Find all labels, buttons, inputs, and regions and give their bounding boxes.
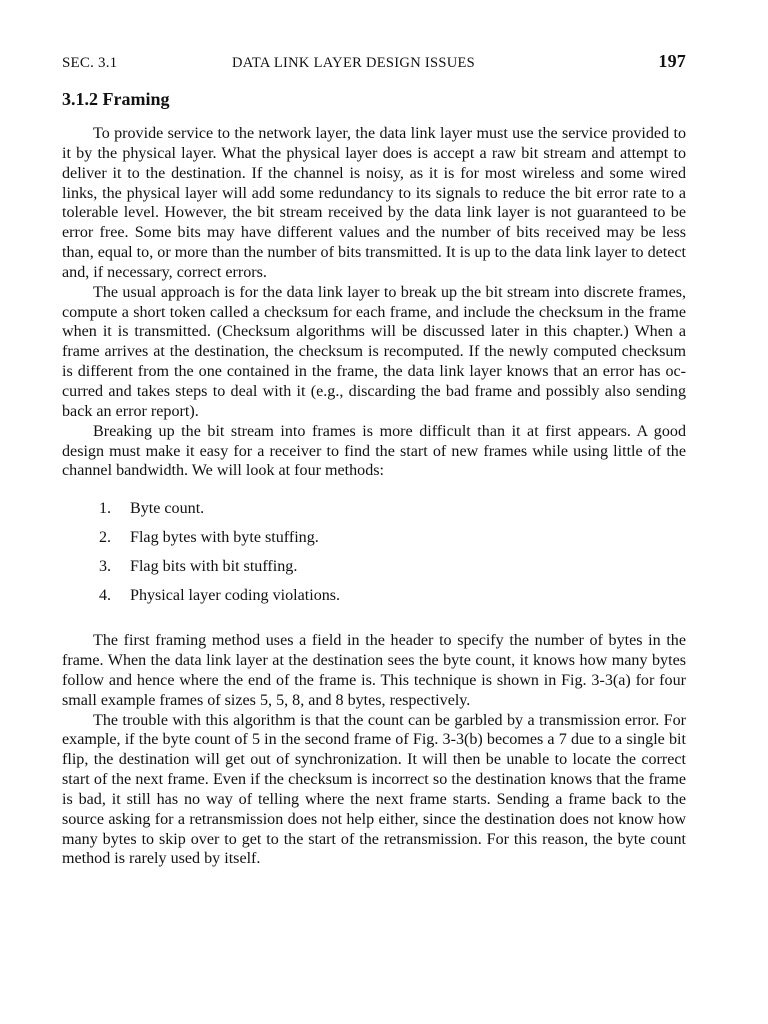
running-header xyxy=(62,50,686,76)
list-item-number: 4. xyxy=(99,587,112,605)
list-item-text: Flag bytes with byte stuffing. xyxy=(130,529,319,547)
paragraph-intro: To provide service to the network layer, the data link layer must use the service provided to it by the physical layer. What the physical layer does is accept a raw bit stream and attempt to deliver it to the destination. If the channel is noisy, as it is for most wireless and some wired links, the physical layer will add some redundancy to its signals to reduce the bit error rate to a tolerable level. However, the bit stream received by the data link layer is not guaranteed to be error free. Some bits may have different values and the number of bits received may be less than, equal to, or more than the number of bits transmitted. It is up to the data link layer to detect and, if necessary, correct errors. xyxy=(62,125,686,281)
list-item-number: 1. xyxy=(99,500,112,518)
list-item xyxy=(62,586,686,615)
list-item xyxy=(62,557,686,586)
framing-methods-list xyxy=(62,499,686,615)
page-number: 197 xyxy=(658,51,686,71)
paragraph-methods-intro: Breaking up the bit stream into frames is more difficult than it at first appears. A good design must make it easy for a receiver to find the start of new frames while using little of the channel bandwidth. We will look at four methods: xyxy=(62,422,686,480)
paragraph-byte-count-trouble: The trouble with this algorithm is that the count can be garbled by a transmission error. For example, if the byte count of 5 in the second frame of Fig. 3-3(b) becomes a 7 due to a single bit flip, the destination will get out of synchronization. It will then be unable to locate the correct start of the next frame. Even if the checksum is incorrect so the destination knows that the frame is bad, it still has no way of telling where the next frame starts. Sending a frame back to the source asking for a retransmission does not help either, since the destination does not know how many bytes to skip over to get to the start of the retransmission. For this reason, the byte count method is rarely used by itself. xyxy=(62,711,686,868)
list-item-number: 2. xyxy=(99,529,112,547)
list-item xyxy=(62,528,686,557)
section-heading: 3.1.2 Framing xyxy=(62,89,170,109)
list-item-text: Flag bits with bit stuffing. xyxy=(130,558,298,576)
list-item-number: 3. xyxy=(99,558,112,576)
paragraph-checksum: The usual approach is for the data link layer to break up the bit stream into discrete frames, compute a short token called a checksum for each frame, and include the checksum in the frame when it is transmitted. (Checksum algorithms will be discussed later in this chapter.) When a frame arrives at the destination, the checksum is recomputed. If the newly computed checksum is different from the one contained in the frame, the data link layer knows that an error has occurred and takes steps to deal with it (e.g., discarding the bad frame and possibly also sending back an error report). xyxy=(62,283,686,420)
book-page xyxy=(62,50,686,869)
chapter-section-title: DATA LINK LAYER DESIGN ISSUES xyxy=(232,55,476,71)
list-item xyxy=(62,499,686,528)
list-item-text: Byte count. xyxy=(130,500,205,518)
paragraph-byte-count: The first framing method uses a field in the header to specify the number of bytes in the frame. When the data link layer at the destination sees the byte count, it knows how many bytes follow and hence where the end of the frame is. This technique is shown in Fig. 3-3(a) for four small example frames of sizes 5, 5, 8, and 8 bytes, respectively. xyxy=(62,632,686,709)
section-number: SEC. 3.1 xyxy=(62,55,118,71)
list-item-text: Physical layer coding violations. xyxy=(130,587,341,605)
